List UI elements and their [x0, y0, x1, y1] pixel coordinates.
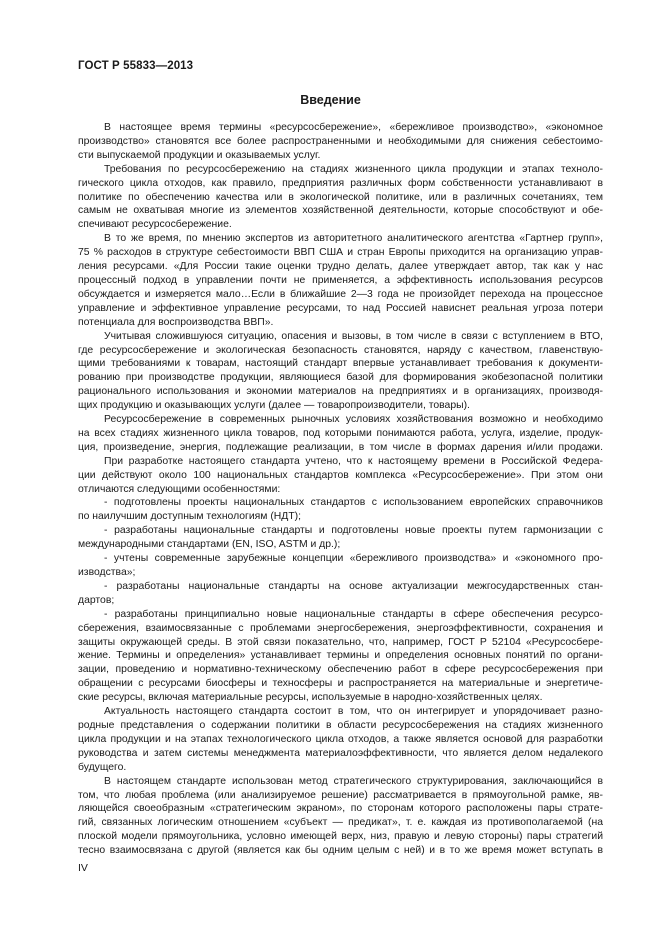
text-line: - разработаны принципиально новые национальные стандарты в сфере обеспечения ресурсо-	[104, 608, 603, 620]
text-line: Актуальность настоящего стандарта состоит в том, что он интегрирует и упорядочивает разно-	[104, 706, 603, 718]
text-line: сбережения, взаимосвязанные с проблемами энергосбережения, энергоэффективности, сохранения и	[78, 622, 603, 634]
text-line: где ресурсосбережение и экологическая безопасность становятся, наряду с качеством, главенствую-	[78, 344, 603, 356]
text-line: политике по обеспечению качества или в экологической политике, или в различных сочетаниях, тем	[78, 191, 603, 203]
text-line: рационального использования и экономии материалов на предприятиях и в организациях, производя-	[78, 386, 603, 398]
text-line: управление и эффективное управление ресурсами, то над Россией нависнет реальная угроза потери	[78, 302, 603, 314]
text-line: - разработаны национальные стандарты и подготовлены новые проекты путем гармонизации с	[104, 525, 603, 537]
text-line: изводства»;	[78, 567, 136, 578]
text-line: ция, произведение, энергия, подлежащие реализации, в том числе в формах дарения и/или продажи.	[78, 441, 603, 453]
text-line: ляющейся своеобразным «стратегическим экраном», по сторонам которого расположены пары страте-	[78, 803, 603, 815]
text-line: обсуждается и измеряется мало…Если в ближайшие 2—3 года не произойдет перехода на процессное	[78, 288, 603, 300]
text-line: руководства и затем системы менеджмента материалоэффективности, что является делом недалекого	[78, 747, 603, 759]
text-line: щих продукцию и оказывающих услуги (далее — товаропроизводители, товары).	[78, 400, 470, 412]
text-line: В настоящем стандарте использован метод стратегического структурирования, заключающийся в	[104, 775, 603, 787]
text-line: тесно взаимосвязана с другой (является как бы одним целым с ней) и в то же время может вступать в	[78, 845, 603, 857]
page-number: IV	[78, 862, 88, 874]
text-line: международными стандартами (EN, ISO, ASTM и др.);	[78, 539, 341, 551]
text-line: Учитывая сложившуюся ситуацию, опасения и вызовы, в том числе в связи с вступлением в ВТО,	[104, 330, 603, 342]
text-line: гического цикла отходов, как правило, предприятия различных форм собственности устанавливают в	[78, 177, 603, 189]
text-line: - учтены современные зарубежные концепции «бережливого производства» и «экономного про-	[104, 553, 603, 565]
text-line: потенциала для воспроизводства ВВП».	[78, 316, 274, 328]
text-line: зации, проведению и нормативно-техническому обеспечению работ в сфере ресурсосбережения при	[78, 664, 603, 676]
text-line: Ресурсосбережение в современных рыночных условиях хозяйствования возможно и необходимо	[104, 414, 603, 426]
text-line: щими требованиями к товарам, настоящий стандарт впервые устанавливает требования к документи-	[78, 358, 603, 370]
text-line: процессный подход в управлении почти не применяется, а эффективность использования ресурсов	[78, 274, 603, 286]
text-line: родные представления о содержании политики в области ресурсосбережения на стадиях жизненного	[78, 719, 603, 731]
text-line: Требования по ресурсосбережению на стадиях жизненного цикла продукции и этапах техноло-	[104, 163, 603, 175]
text-line: дартов;	[78, 594, 115, 606]
text-line: ции действуют около 100 национальных стандартов комплекса «Ресурсосбережение». При этом они	[78, 469, 603, 481]
text-line: В настоящее время термины «ресурсосбережение», «бережливое производство», «экономное	[104, 122, 603, 133]
text-line: на всех стадиях жизненного цикла товаров, под которыми понимаются работа, услуга, изделие, продук-	[78, 427, 603, 439]
text-line: рованию при производстве продукции, являющиеся базой для формирования экобезопасной политики	[78, 372, 603, 384]
document-header: ГОСТ Р 55833—2013	[78, 60, 194, 72]
text-line: гий, связанных логическим отношением «субъект — предикат», т. е. каждая из противополагаемой (на	[78, 817, 603, 829]
text-line: спечивают ресурсосбережение.	[78, 219, 232, 231]
text-line: - разработаны национальные стандарты на основе актуализации межгосударственных стан-	[104, 580, 603, 592]
text-line: защиты окружающей среды. В этой связи показательно, что, например, ГОСТ Р 52104 «Ресурсосбере-	[78, 636, 603, 648]
text-line: отличаются следующими особенностями:	[78, 483, 281, 495]
text-line: сти выпускаемой продукции и оказываемых услуг.	[78, 149, 321, 161]
text-line: обращении с ресурсами биосферы и техносферы и распространяется на материальные и энергетиче-	[78, 678, 603, 690]
text-line: будущего.	[78, 761, 127, 773]
text-line: - подготовлены проекты национальных стандартов с использованием европейских справочников	[104, 497, 603, 509]
text-line: При разработке настоящего стандарта учтено, что к настоящему времени в Российской Федера-	[104, 455, 603, 467]
text-line: ские ресурсы, включая материальные ресурсы, используемые в народно-хозяйственных целях.	[78, 692, 543, 704]
document-body	[78, 121, 603, 858]
text-line: цикла продукции и на этапах технологического цикла отходов, а также является основой для разработки	[78, 733, 603, 745]
text-line: ления ресурсами. «Для России такие оценки трудно делать, далее утверждает автор, так как у нас	[78, 261, 603, 273]
text-line: производство» становятся все более распространенными и необходимыми для снижения себестоимо-	[78, 135, 603, 147]
text-line: В то же время, по мнению экспертов из авторитетного аналитического агентства «Гартнер групп»,	[104, 233, 603, 245]
text-line: 75 % расходов в структуре себестоимости ВВП США и стран Европы приходится на организацию управ-	[78, 247, 603, 259]
section-title: Введение	[300, 93, 361, 107]
text-line: по наилучшим доступным технологиям (НДТ);	[78, 511, 302, 523]
text-line: плоской модели прямоугольника, условно имеющей верх, низ, правую и левую стороны) пары стратегий	[78, 831, 603, 843]
text-line: том, что любая проблема (или анализируемое решение) рассматривается в прямоугольной рамке, яв-	[78, 789, 603, 801]
text-line: жение. Термины и определения» устанавливает термины и определения основных понятий по органи-	[78, 650, 603, 662]
text-line: самым не охватывая многие из элементов хозяйственной деятельности, которые способствуют и обе-	[78, 205, 603, 217]
